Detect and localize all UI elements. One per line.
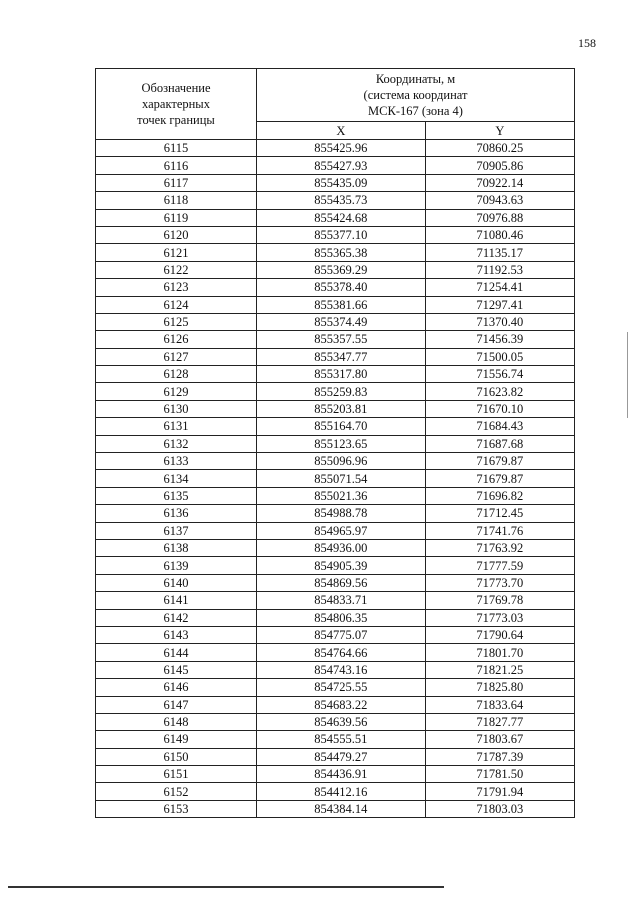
table-row	[96, 244, 575, 261]
y-coordinate-cell: 71623.82	[425, 383, 574, 400]
y-coordinate-cell: 71801.70	[425, 644, 574, 661]
x-coordinate-cell: 854775.07	[257, 626, 426, 643]
x-coordinate-cell: 855435.09	[257, 174, 426, 191]
header-points	[96, 69, 257, 140]
table-row	[96, 731, 575, 748]
y-coordinate-cell: 71679.87	[425, 470, 574, 487]
table-row	[96, 609, 575, 626]
point-id-cell: 6123	[96, 279, 257, 296]
x-coordinate-cell: 854905.39	[257, 557, 426, 574]
y-coordinate-cell: 71687.68	[425, 435, 574, 452]
y-coordinate-cell: 71297.41	[425, 296, 574, 313]
point-id-cell: 6128	[96, 366, 257, 383]
y-coordinate-cell: 71827.77	[425, 713, 574, 730]
x-coordinate-cell: 854743.16	[257, 661, 426, 678]
table-row	[96, 557, 575, 574]
point-id-cell: 6145	[96, 661, 257, 678]
header-points-label: Обозначение характерных точек границы	[137, 81, 215, 127]
table-row	[96, 209, 575, 226]
header-x: X	[257, 122, 426, 140]
y-coordinate-cell: 70922.14	[425, 174, 574, 191]
bottom-rule	[8, 886, 444, 888]
x-coordinate-cell: 855096.96	[257, 453, 426, 470]
table-row	[96, 174, 575, 191]
header-y: Y	[425, 122, 574, 140]
y-coordinate-cell: 71777.59	[425, 557, 574, 574]
x-coordinate-cell: 854869.56	[257, 574, 426, 591]
y-coordinate-cell: 70976.88	[425, 209, 574, 226]
x-coordinate-cell: 854436.91	[257, 766, 426, 783]
x-coordinate-cell: 854412.16	[257, 783, 426, 800]
point-id-cell: 6127	[96, 348, 257, 365]
y-coordinate-cell: 71684.43	[425, 418, 574, 435]
x-coordinate-cell: 855374.49	[257, 313, 426, 330]
y-coordinate-cell: 71456.39	[425, 331, 574, 348]
table-row	[96, 383, 575, 400]
x-coordinate-cell: 855071.54	[257, 470, 426, 487]
x-coordinate-cell: 854384.14	[257, 800, 426, 817]
page-number: 158	[578, 36, 596, 50]
table-row	[96, 783, 575, 800]
table-row	[96, 592, 575, 609]
point-id-cell: 6153	[96, 800, 257, 817]
x-coordinate-cell: 855378.40	[257, 279, 426, 296]
x-coordinate-cell: 855317.80	[257, 366, 426, 383]
point-id-cell: 6137	[96, 522, 257, 539]
x-coordinate-cell: 854936.00	[257, 539, 426, 556]
margin-mark	[627, 332, 628, 418]
y-coordinate-cell: 71556.74	[425, 366, 574, 383]
y-coordinate-cell: 71135.17	[425, 244, 574, 261]
point-id-cell: 6150	[96, 748, 257, 765]
point-id-cell: 6130	[96, 400, 257, 417]
table-row	[96, 644, 575, 661]
table-row	[96, 279, 575, 296]
x-coordinate-cell: 854965.97	[257, 522, 426, 539]
x-coordinate-cell: 855259.83	[257, 383, 426, 400]
x-coordinate-cell: 854988.78	[257, 505, 426, 522]
table-row	[96, 679, 575, 696]
table-row	[96, 539, 575, 556]
table-row	[96, 713, 575, 730]
x-coordinate-cell: 855203.81	[257, 400, 426, 417]
table-row	[96, 505, 575, 522]
point-id-cell: 6131	[96, 418, 257, 435]
point-id-cell: 6142	[96, 609, 257, 626]
point-id-cell: 6124	[96, 296, 257, 313]
table-row	[96, 487, 575, 504]
table-row	[96, 418, 575, 435]
x-coordinate-cell: 854639.56	[257, 713, 426, 730]
point-id-cell: 6147	[96, 696, 257, 713]
x-coordinate-cell: 855435.73	[257, 192, 426, 209]
point-id-cell: 6146	[96, 679, 257, 696]
x-coordinate-cell: 855427.93	[257, 157, 426, 174]
x-coordinate-cell: 855369.29	[257, 261, 426, 278]
table-row	[96, 331, 575, 348]
table-body	[96, 140, 575, 818]
point-id-cell: 6121	[96, 244, 257, 261]
point-id-cell: 6144	[96, 644, 257, 661]
point-id-cell: 6140	[96, 574, 257, 591]
y-coordinate-cell: 70943.63	[425, 192, 574, 209]
point-id-cell: 6135	[96, 487, 257, 504]
x-coordinate-cell: 854725.55	[257, 679, 426, 696]
table-row	[96, 261, 575, 278]
table-row	[96, 748, 575, 765]
x-coordinate-cell: 855357.55	[257, 331, 426, 348]
point-id-cell: 6126	[96, 331, 257, 348]
x-coordinate-cell: 855347.77	[257, 348, 426, 365]
header-coordinates-label: Координаты, м (система координат МСК-167 (зона 4)	[363, 72, 468, 118]
y-coordinate-cell: 71825.80	[425, 679, 574, 696]
x-coordinate-cell: 855021.36	[257, 487, 426, 504]
x-coordinate-cell: 855164.70	[257, 418, 426, 435]
point-id-cell: 6118	[96, 192, 257, 209]
point-id-cell: 6116	[96, 157, 257, 174]
coordinates-table	[95, 68, 575, 818]
y-coordinate-cell: 71833.64	[425, 696, 574, 713]
point-id-cell: 6119	[96, 209, 257, 226]
y-coordinate-cell: 71781.50	[425, 766, 574, 783]
point-id-cell: 6134	[96, 470, 257, 487]
y-coordinate-cell: 70860.25	[425, 140, 574, 157]
point-id-cell: 6151	[96, 766, 257, 783]
x-coordinate-cell: 855424.68	[257, 209, 426, 226]
y-coordinate-cell: 71696.82	[425, 487, 574, 504]
y-coordinate-cell: 71370.40	[425, 313, 574, 330]
table-row	[96, 226, 575, 243]
table-row	[96, 800, 575, 817]
y-coordinate-cell: 71821.25	[425, 661, 574, 678]
point-id-cell: 6117	[96, 174, 257, 191]
y-coordinate-cell: 71254.41	[425, 279, 574, 296]
y-coordinate-cell: 71763.92	[425, 539, 574, 556]
x-coordinate-cell: 855425.96	[257, 140, 426, 157]
x-coordinate-cell: 854683.22	[257, 696, 426, 713]
table-row	[96, 574, 575, 591]
table-row	[96, 435, 575, 452]
point-id-cell: 6149	[96, 731, 257, 748]
table-row	[96, 192, 575, 209]
point-id-cell: 6122	[96, 261, 257, 278]
y-coordinate-cell: 71670.10	[425, 400, 574, 417]
point-id-cell: 6125	[96, 313, 257, 330]
point-id-cell: 6141	[96, 592, 257, 609]
x-coordinate-cell: 854806.35	[257, 609, 426, 626]
table-row	[96, 313, 575, 330]
table-row	[96, 140, 575, 157]
y-coordinate-cell: 71787.39	[425, 748, 574, 765]
table-header	[96, 69, 575, 140]
point-id-cell: 6129	[96, 383, 257, 400]
y-coordinate-cell: 71712.45	[425, 505, 574, 522]
x-coordinate-cell: 855377.10	[257, 226, 426, 243]
y-coordinate-cell: 71080.46	[425, 226, 574, 243]
point-id-cell: 6120	[96, 226, 257, 243]
point-id-cell: 6132	[96, 435, 257, 452]
x-coordinate-cell: 855123.65	[257, 435, 426, 452]
table-row	[96, 453, 575, 470]
point-id-cell: 6138	[96, 539, 257, 556]
table-row	[96, 348, 575, 365]
y-coordinate-cell: 71773.70	[425, 574, 574, 591]
table-row	[96, 626, 575, 643]
y-coordinate-cell: 71192.53	[425, 261, 574, 278]
y-coordinate-cell: 70905.86	[425, 157, 574, 174]
point-id-cell: 6152	[96, 783, 257, 800]
point-id-cell: 6133	[96, 453, 257, 470]
point-id-cell: 6143	[96, 626, 257, 643]
table-row	[96, 366, 575, 383]
header-coordinates	[257, 69, 575, 122]
y-coordinate-cell: 71679.87	[425, 453, 574, 470]
x-coordinate-cell: 855381.66	[257, 296, 426, 313]
y-coordinate-cell: 71500.05	[425, 348, 574, 365]
x-coordinate-cell: 854833.71	[257, 592, 426, 609]
x-coordinate-cell: 854479.27	[257, 748, 426, 765]
y-coordinate-cell: 71773.03	[425, 609, 574, 626]
table-row	[96, 766, 575, 783]
point-id-cell: 6115	[96, 140, 257, 157]
table-row	[96, 157, 575, 174]
point-id-cell: 6139	[96, 557, 257, 574]
table-row	[96, 470, 575, 487]
x-coordinate-cell: 855365.38	[257, 244, 426, 261]
y-coordinate-cell: 71769.78	[425, 592, 574, 609]
y-coordinate-cell: 71803.03	[425, 800, 574, 817]
table-row	[96, 296, 575, 313]
x-coordinate-cell: 854555.51	[257, 731, 426, 748]
point-id-cell: 6148	[96, 713, 257, 730]
x-coordinate-cell: 854764.66	[257, 644, 426, 661]
table-row	[96, 696, 575, 713]
y-coordinate-cell: 71741.76	[425, 522, 574, 539]
y-coordinate-cell: 71803.67	[425, 731, 574, 748]
y-coordinate-cell: 71791.94	[425, 783, 574, 800]
table-row	[96, 400, 575, 417]
table-row	[96, 522, 575, 539]
point-id-cell: 6136	[96, 505, 257, 522]
table-row	[96, 661, 575, 678]
y-coordinate-cell: 71790.64	[425, 626, 574, 643]
